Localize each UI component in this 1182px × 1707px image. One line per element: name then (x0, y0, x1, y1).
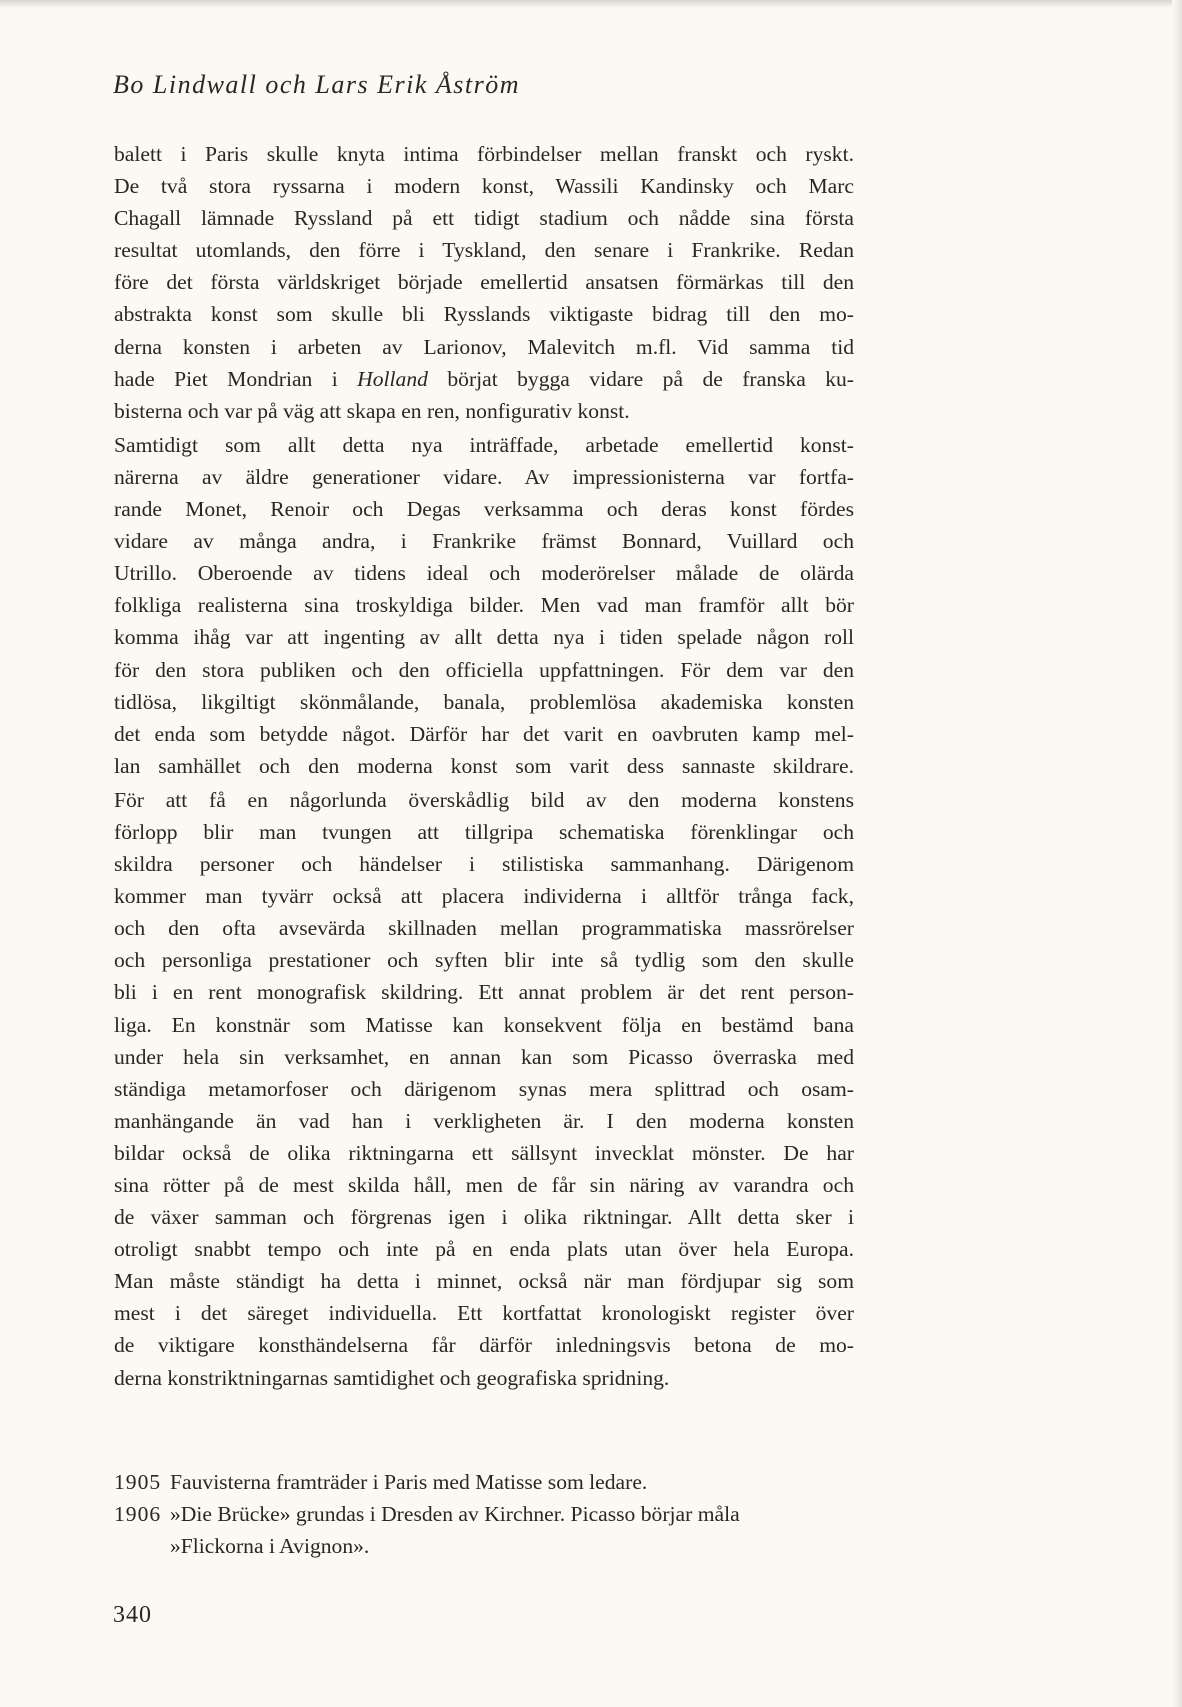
text-line: Samtidigt som allt detta nya inträffade, arbetade emellertid konst- (114, 432, 854, 457)
text-line: kommer man tyvärr också att placera individerna i alltför trånga fack, (114, 884, 854, 909)
text-line: det enda som betydde något. Därför har det varit en oavbruten kamp mel- (114, 721, 854, 746)
chronology-text (170, 1466, 854, 1498)
text-line: de växer samman och förgrenas igen i olika riktningar. Allt detta sker i (114, 1205, 854, 1230)
text-line: liga. En konstnär som Matisse kan konsekvent följa en bestämd bana (114, 1012, 854, 1037)
text-line: före det första världskriget började emellertid ansatsen förmärkas till den (114, 270, 854, 295)
text-line: De två stora ryssarna i modern konst, Wassili Kandinsky och Marc (114, 174, 854, 199)
text-line: lan samhället och den moderna konst som varit dess sannaste skildrare. (114, 753, 854, 778)
text-line: mest i det säreget individuella. Ett kortfattat kronologiskt register över (114, 1301, 854, 1326)
text-line: förlopp blir man tvungen att tillgripa schematiska förenklingar och (114, 819, 854, 844)
text-line: derna konstriktningarnas samtidighet och geografiska spridning. (114, 1365, 670, 1390)
text-line: de viktigare konsthändelserna får därför inledningsvis betona de mo- (114, 1333, 854, 1358)
chronology-line: Fauvisterna framträder i Paris med Matisse som ledare. (170, 1470, 648, 1494)
text-line: otroligt snabbt tempo och inte på en enda plats utan över hela Europa. (114, 1237, 854, 1262)
text-line: under hela sin verksamhet, en annan kan som Picasso överraska med (114, 1044, 854, 1069)
paragraph (114, 138, 854, 427)
page-top-edge (0, 0, 1182, 8)
text-line: bli i en rent monografisk skildring. Ett annat problem är det rent person- (114, 980, 854, 1005)
text-line: komma ihåg var att ingenting av allt detta nya i tiden spelade någon roll (114, 625, 854, 650)
running-head: Bo Lindwall och Lars Erik Åström (113, 70, 520, 99)
chronology-year: 1906 (114, 1502, 162, 1527)
text-line: rande Monet, Renoir och Degas verksamma och deras konst fördes (114, 497, 854, 522)
page-number: 340 (113, 1602, 152, 1628)
text-line: sina rötter på de mest skilda håll, men de får sin näring av varandra och (114, 1173, 854, 1197)
text-line: folkliga realisterna sina troskyldiga bilder. Men vad man framför allt bör (114, 593, 854, 618)
text-line: resultat utomlands, den förre i Tyskland, den senare i Frankrike. Redan (114, 238, 854, 263)
text-line: Utrillo. Oberoende av tidens ideal och moderörelser målade de olärda (114, 561, 854, 586)
text-line: för den stora publiken och den officiella uppfattningen. För dem var den (114, 657, 854, 682)
text-line: Man måste ständigt ha detta i minnet, också när man fördjupar sig som (114, 1269, 854, 1294)
text-line: och personliga prestationer och syften blir inte så tydlig som den skulle (114, 948, 854, 973)
chronology-line: »Die Brücke» grundas i Dresden av Kirchner. Picasso börjar måla (170, 1502, 740, 1527)
chronology-entry (114, 1466, 854, 1498)
text-line: skildra personer och händelser i stilistiska sammanhang. Därigenom (114, 852, 854, 877)
text-line: För att få en någorlunda överskådlig bild av den moderna konstens (114, 787, 854, 812)
text-line: abstrakta konst som skulle bli Rysslands viktigaste bidrag till den mo- (114, 302, 854, 327)
chronology-text (170, 1498, 854, 1562)
text-line: manhängande än vad han i verkligheten är. I den moderna konsten (114, 1108, 854, 1133)
text-line: Chagall lämnade Ryssland på ett tidigt stadium och nådde sina första (114, 206, 854, 231)
text-line: vidare av många andra, i Frankrike främst Bonnard, Vuillard och (114, 529, 854, 554)
italic-place-name: Holland (357, 366, 428, 391)
text-line: bisterna och var på väg att skapa en ren, nonfigurativ konst. (114, 398, 630, 423)
text-line: ständiga metamorfoser och därigenom synas mera splittrad och osam- (114, 1076, 854, 1101)
chronology-entry (114, 1498, 854, 1562)
chronology-year: 1905 (114, 1470, 162, 1494)
text-line: tidlösa, likgiltigt skönmålande, banala, problemlösa akademiska konsten (114, 689, 854, 714)
text-line: närerna av äldre generationer vidare. Av impressionisterna var fortfa- (114, 464, 854, 489)
paragraph (114, 784, 854, 1394)
paragraph (114, 429, 854, 782)
text-line: och den ofta avsevärda skillnaden mellan programmatiska massrörelser (114, 916, 854, 941)
text-line: bildar också de olika riktningarna ett sällsynt invecklat mönster. De har (114, 1140, 854, 1165)
chronology-list (114, 1466, 854, 1562)
text-line-holland: hade Piet Mondrian i Holland börjat bygga vidare på de franska ku- (114, 366, 854, 391)
body-text (114, 138, 854, 1394)
text-line: balett i Paris skulle knyta intima förbindelser mellan franskt och ryskt. (114, 142, 854, 166)
text-line: derna konsten i arbeten av Larionov, Malevitch m.fl. Vid samma tid (114, 334, 854, 359)
chronology-line: »Flickorna i Avignon». (170, 1534, 370, 1559)
page-right-edge (1172, 0, 1182, 1707)
